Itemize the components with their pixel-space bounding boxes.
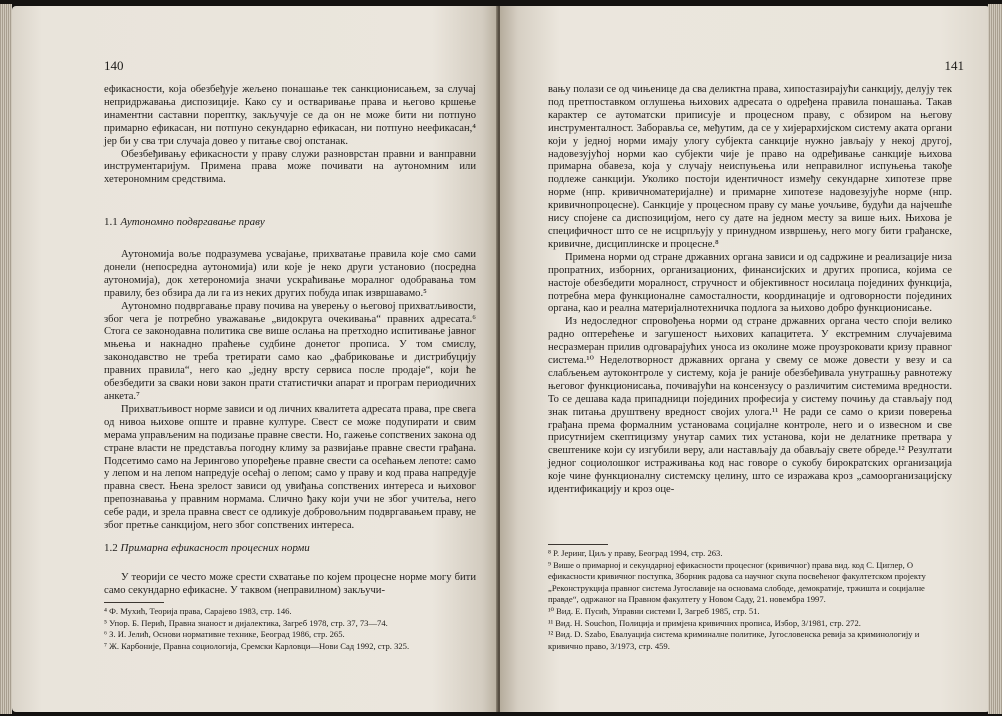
footnote: ⁷ Ж. Карбоније, Правна социологија, Сремски Карловци—Нови Сад 1992, стр. 325. xyxy=(104,640,410,651)
page-number: 140 xyxy=(104,58,124,73)
paragraph: Обезбеђивању ефикасности у праву служи разноврстан правни и ванправни инструментаријум. Примена права може почивати на аутономним или хетерономним средствима. xyxy=(104,148,476,186)
section-text xyxy=(104,249,476,533)
paragraph: Примена норми од стране државних органа зависи и од садржине и реализације низа пропратних, изборних, организационих, финансијских и других прописа, којима се настоје обезбедити моралност, стручност и објективност носилаца појединих функција, потребна мера функционалне самосталности, координације и одговорности појединих органа, као и реална материјалнотехничка подлога за њихово добро функционисање. xyxy=(548,251,952,315)
page-edges-left xyxy=(0,4,12,714)
paragraph: Из недоследног спровођења норми од стране државних органа често споји велико радно оптерећење и загушеност њихових капацитета. У екстремним случајевима несразмеран прилив одговарајућих уноса из околине може проузроковати кризу правног система.¹⁰ Неделотворност државних органа у свему се може довести у везу и са слабљењем аутоконтроле у систему, која је раније обезбеђивала унутрашњу равнотежу његовог функционисања, почивајући на консензусу о различитим системима вредности. То се дешава када припадници појединих професија у систему почињу да стављају под знак питања друштвену вредност својих улога.¹¹ Не ради се само о кризи поверења грађана према формалним установама социјалне контроле, него и о извесном и све присутнијем скептицизму унутар самих тих установа, који не делатнике претвара у свештенике који су изгубили веру, али настављају да обављају свете обреде.¹² Резултати једног социолошког истраживања код нас говоре о сукобу бирократских организација које чине функционалну системску целину, што се изражава кроз „самоорганизацијску идентификацију и кроз оце- xyxy=(548,316,952,496)
footnote: ⁵ Упор. Б. Перић, Правна знаност и дијалектика, Загреб 1978, стр. 37, 73—74. xyxy=(104,617,388,628)
section-title: Примарна ефикасност процесних норми xyxy=(120,542,310,554)
footnote: ⁶ З. И. Јелић, Основи нормативне технике, Београд 1986, стр. 265. xyxy=(104,629,345,640)
footnote: ¹⁰ Вид. Е. Пусић, Управни системи I, Загреб 1985, стр. 51. xyxy=(548,605,760,616)
footnote: ¹² Вид. D. Szabo, Евалуација система криминалне политике, Југословенска ревија за криминологију и кривично право, 3/1973, стр. 459. xyxy=(548,629,920,651)
footnote: ⁴ Ф. Мухић, Теорија права, Сарајево 1983, стр. 146. xyxy=(104,606,292,616)
paragraph: У теорији се често може срести схватање по којем процесне норме могу бити само секундарно ефикасне. У таквом (неправилном) закључи- xyxy=(104,572,476,596)
footnote: ⁹ Више о примарној и секундарној ефикасности процесног (кривичног) права вид. код С. Циглер, О ефикасности кривичног поступка, Зборник радова са научног скупа посвећеног факултетском пројекту „Реконструкција правног система Југославије на основама слободе, демократије, тржишта и социјалне правде“, одржаног на Правном факултету у Новом Саду, 21. новембра 1997. xyxy=(548,559,926,605)
footnote: ¹¹ Вид. H. Souchon, Полиција и примјена кривичних прописа, Избор, 3/1981, стр. 272. xyxy=(548,617,861,628)
paragraph: Аутономија воље подразумева усвајање, прихватање правила које смо сами донели (непосредна аутономија) или које је неко други установио (посредна аутономија), док хетерономија значи ускраћивање моралног одобравања том правилу, без обзира да ли га из неких других побуда ипак извршавамо.⁵ xyxy=(104,249,476,299)
footnote: ⁸ Р. Јеринг, Циљ у праву, Београд 1994, стр. 263. xyxy=(548,548,723,558)
paragraph: ефикасности, која обезбеђује жељено понашање тек санкционисањем, за случај непридржавања диспозиције. Како су и остваривање права и његово кршење инаментни саставни порептку, закључује се да он не може бити ни потпуно примарно ефикасан, ни потпуно секундарно ефикасан, ни потпуно неефикасан,⁴ јер би у сва три случаја довео у питање свој опстанак. xyxy=(104,84,476,147)
footnotes xyxy=(104,606,476,652)
intro-text xyxy=(104,84,476,187)
page-edges-right xyxy=(988,4,1002,714)
footnote-rule xyxy=(548,544,608,545)
right-page xyxy=(500,6,990,712)
paragraph: вању полази се од чињенице да сва деликтна права, хипостазирајући санкцију, делују тек под претпоставком оглушења њихових адресата о одређена правила понашања. Такав карактер се аутоматски приписује и процесном праву, с обзиром на његову инструменталност. Заборавља се, међутим, да се у хијерархијском систему аката органи који у једној норми имају улогу субјекта санкције нужно јављају у некој другој, надовезујућој норми као субјекти чије је право на одређивање санкције њихова примарна обавеза, која у случају неиспуњења или неправилног испуњења такође подлеже санкцији. Уколико постоји идентичност између секундарне хипотезе прве норме (нпр. кривичноматеријалне) и примарне хипотезе надовезујуће норме (нпр. кривичнопроцесне). Санкције у процесном праву су мање уочљиве, будући да најчешће нису спојене са диспозицијом, него су дате на једном месту за више њих. Њихова је специфичност што се не исцрпљују у принудном извршењу, него могу бити грађанске, кривичне, дисциплинске и процесне.⁸ xyxy=(548,84,952,250)
footnotes xyxy=(548,548,952,652)
section-number: 1.2 xyxy=(104,542,118,554)
paragraph: Аутономно подвргавање праву почива на уверењу о његовој прихватљивости, због чега је потребно уважавање „видокруга очекивања“ правних адресата.⁶ Стога се законодавна политика све више ослања на претходно испитивање јавног мњења и накнадно праћење судбине донетог прописа. У том смислу, законодавство не треба третирати само као „фабриковање и дистрибуцију правних правила“, него као „једну врсту сервиса после продаје“, који ће обезбедити за сваки нови закон прати статистички апарат и програм периодичних анкета.⁷ xyxy=(104,300,476,402)
section-heading xyxy=(104,542,310,554)
body-text xyxy=(548,84,952,497)
section-number: 1.1 xyxy=(104,216,118,228)
paragraph: Прихватљивост норме зависи и од личних квалитета адресата права, пре свега од нивоа њихове опште и правне културе. Свест се може подупирати и свим мерама упрaвљеним на подизање правне свести. Но, гажење сопствених закона од стране власти не представља погодну климу за развијање правне свести грађана. Подсетимо само на Јерингово упоређење правне свести са осећањем лепоте: само у лепом и на лепом напредује осећај о лепом; само у праву и код права напредује правна свест. Њена зрелост зависи од увиђања сопствених интереса и њиховог препознавања у правним нормама. Слично ђаку који учи не због учитеља, него себе ради, и зрела правна свест се одликује добровољним подвргавањем праву, не због претње санкцијом, него због сопствених интереса. xyxy=(104,403,476,532)
section-text xyxy=(104,572,476,598)
footnote-rule xyxy=(104,602,164,603)
left-page xyxy=(12,6,498,712)
page-number: 141 xyxy=(944,58,964,73)
section-heading xyxy=(104,216,265,228)
section-title: Аутономно подвргавање праву xyxy=(120,216,265,228)
